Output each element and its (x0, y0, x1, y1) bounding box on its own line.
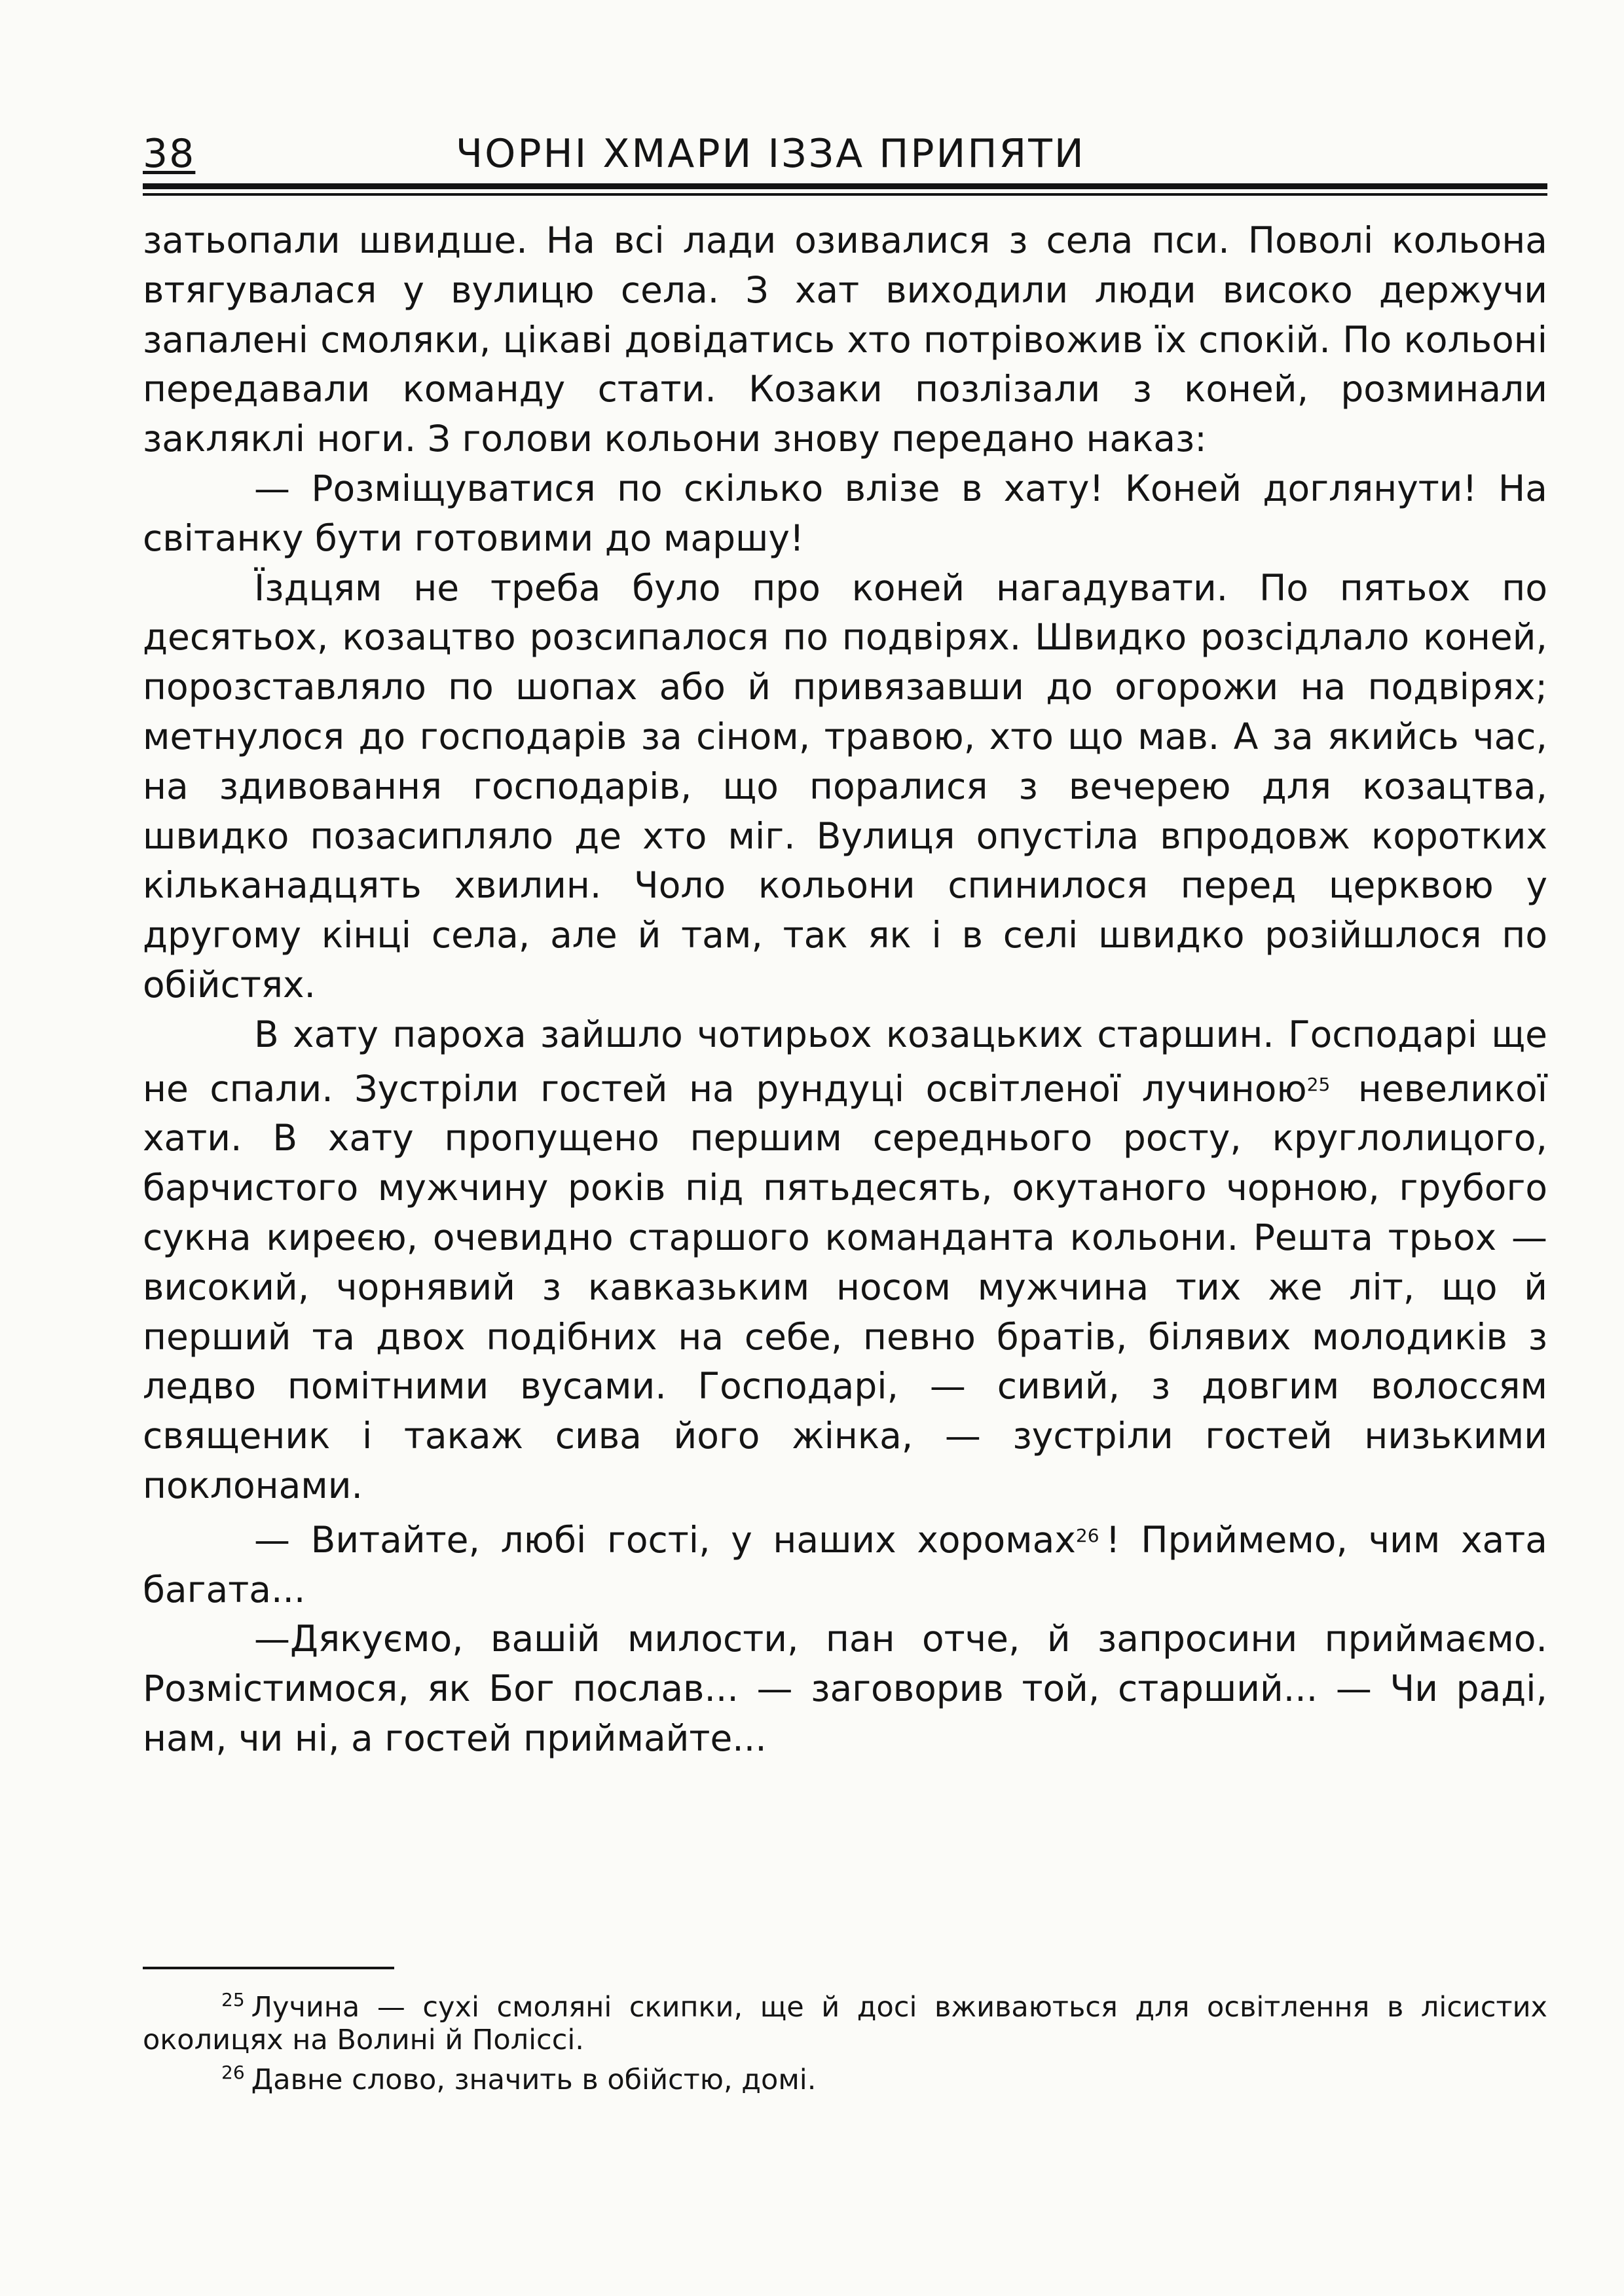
paragraph-4-text-a: В хату пароха зайшло чотирьох козацьких старшин. Господарі ще не спали. Зустріли гостей на рундуці освітленої лучиною (143, 1013, 1547, 1110)
footnote-mark: 25 (221, 1989, 245, 2011)
footnote-reference-26: 26 (1075, 1524, 1099, 1546)
footnote-reference-25: 25 (1306, 1073, 1331, 1095)
paragraph-5 (143, 1511, 1547, 1615)
footnote-25 (143, 1984, 1547, 2056)
running-title: ЧОРНІ ХМАРИ ІЗЗА ПРИПЯТИ (456, 131, 1086, 177)
paragraph-6: —Дякуємо, вашій милости, пан отче, й запросини приймаємо. Розмістимося, як Бог послав... — заговорив той, старший... — Чи раді, нам, чи ні, а гостей приймайте... (143, 1618, 1547, 1759)
header-rule (143, 183, 1547, 189)
footnotes (143, 1984, 1547, 2096)
page-number: 38 (143, 131, 196, 177)
paragraph-5-text-a: — Витайте, любі гості, у наших хоромах (254, 1518, 1076, 1561)
paragraph-4 (143, 1010, 1547, 1511)
footnote-26 (143, 2056, 1547, 2096)
footnote-mark: 26 (221, 2062, 245, 2083)
header-rule-thin (143, 193, 1547, 196)
paragraph-5-text-b: ! Приймемо, чим хата багата... (143, 1518, 1547, 1611)
paragraph-1: затьопали швидше. На всі лади озивалися з села пси. Поволі кольона втягувалася у вулицю села. З хат виходили люди високо держучи запалені смоляки, цікаві довідатись хто потрівожив їх спокій. По кольоні передавали команду стати. Козаки позлізали з коней, розминали закляклі ноги. З голови кольони знову передано наказ: (143, 219, 1547, 460)
running-head (143, 123, 1547, 189)
paragraph-2: — Розміщуватися по скілько влізе в хату! Коней доглянути! На світанку бути готовими до маршу! (143, 467, 1547, 559)
paragraph-3: Їздцям не треба було про коней нагадувати. По пятьох по десятьох, козацтво розсипалося по подвірях. Швидко розсідлало коней, порозставляло по шопах або й привязавши до огорожи на подвірях; метнулося до господарів за сіном, травою, хто що мав. А за якийсь час, на здивовання господарів, що поралися з вечерею для козацтва, швидко позасипляло де хто міг. Вулиця опустіла впродовж коротких кільканадцять хвилин. Чоло кольони спинилося перед церквою у другому кінці села, але й там, так як і в селі швидко розійшлося по обійстях. (143, 566, 1547, 1006)
footnote-separator (143, 1967, 394, 1969)
footnote-text: Давне слово, значить в обійстю, домі. (251, 2064, 817, 2096)
paragraph-4-text-b: невеликої хати. В хату пропущено першим середнього росту, круглолицого, барчистого мужчину років під пятьдесять, окутаного чорною, грубого сукна киреєю, очевидно старшого команданта кольони. Решта трьох — високий, чорнявий з кавказьким носом мужчина тих же літ, що й перший та двох подібних на себе, певно братів, білявих молодиків з ледво помітними вусами. Господарі, — сивий, з довгим волоссям священик і такаж сива його жінка, — зустріли гостей низькими поклонами. (143, 1067, 1548, 1506)
body-text (143, 216, 1547, 1764)
footnote-text: Лучина — сухі смоляні скипки, ще й досі вживаються для освітлення в лісистих околицях на Волині й Поліссі. (143, 1991, 1547, 2056)
